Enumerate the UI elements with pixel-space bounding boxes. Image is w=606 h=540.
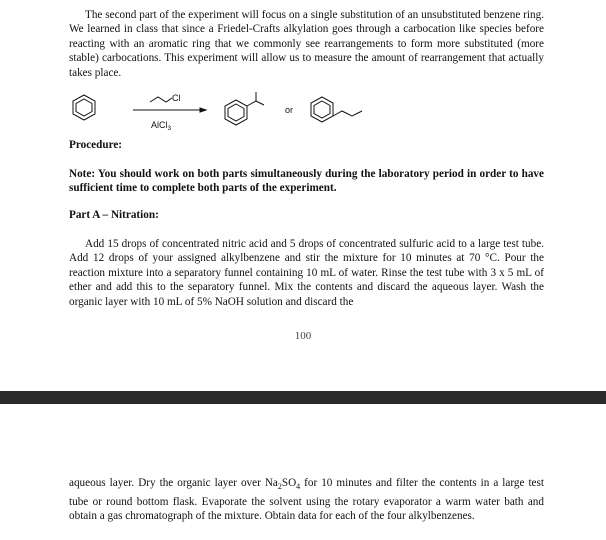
isopropylbenzene-structure [225,92,264,125]
procedure-heading: Procedure: [69,139,123,151]
part-a-paragraph: Add 15 drops of concentrated nitric acid and 5 drops of concentrated sulfuric acid to a large test tube. Add 12 drops of your assigned alkylbenzene and stir the mixture for 10 minutes at 70 °C. Pour the reaction mixture into a separatory funnel containing 10 mL of water. Rinse the test tube with 3 x 5 mL of ether and add this to the separatory funnel. Mix the contents and discard the aqueous layer. Wash the organic layer with 10 mL of 5% NaOH solution and discard the [69,238,544,308]
intro-paragraph: The second part of the experiment will focus on a single substitution of an unsubstituted benzene ring. We learned in class that since a Friedel-Crafts alkylation goes through a carbocation like species before reacting with an aromatic ring that we commonly see rearrangements to form more substituted (more stable) carbocations. This experiment will allow us to measure the amount of rearrangement that actually takes place. [69,9,544,79]
page-101 [0,404,606,540]
reaction-scheme [0,88,606,138]
benzene-structure [73,95,95,120]
note-paragraph: Note: You should work on both parts simultaneously during the laboratory period in order to have sufficient time to complete both parts of the experiment. [69,168,544,195]
page-separator [0,391,606,404]
continued-paragraph: aqueous layer. Dry the organic layer over $Na_2SO_4$ for 10 minutes and filter the contents in a large test tube or round bottom flask. Evaporate the solvent using the rotary evaporator a warm water bath and obtain a gas chromatograph of the mixture. Obtain data for each of the four alkylbenzenes. [69,477,544,523]
part-a-heading: Part A – Nitration: [69,209,159,221]
page-number: 100 [294,330,312,342]
catalyst-label: AlCl$_3$ [151,120,172,132]
or-label: or [285,105,294,115]
chloropropane-structure [150,97,172,102]
propylbenzene-structure [311,97,362,122]
reagent-cl-label: Cl [172,93,181,103]
